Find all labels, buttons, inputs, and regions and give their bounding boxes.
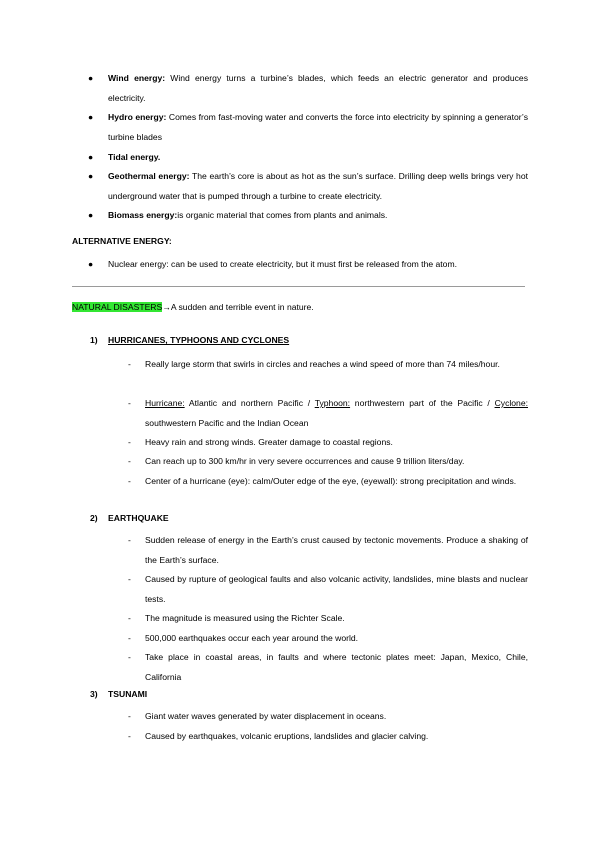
list-item-biomass <box>108 206 528 226</box>
hurricane-item-4: Can reach up to 300 km/hr in very severe occurrences and cause 9 trillion liters/day. <box>145 456 465 466</box>
earthquake-item-1: Sudden release of energy in the Earth’s crust caused by tectonic movements. Produce a shaking of the Earth’s surface. <box>145 535 528 565</box>
term-wind: Wind energy: <box>108 73 166 83</box>
list-item-tidal <box>108 148 528 168</box>
dash-icon: - <box>128 652 131 662</box>
list-item-geothermal <box>108 167 528 206</box>
term-hydro: Hydro energy: <box>108 112 167 122</box>
dash-icon: - <box>128 731 131 741</box>
dash-icon: - <box>128 359 131 369</box>
bullet-icon: ● <box>88 171 94 181</box>
hurricane-item-2 <box>145 394 528 433</box>
dash-icon: - <box>128 456 131 466</box>
hurricane-item-5: Center of a hurricane (eye): calm/Outer edge of the eye, (eyewall): strong precipitation and winds. <box>145 476 517 486</box>
typhoon-text: northwestern part of the Pacific / <box>350 398 495 408</box>
earthquake-item-3: The magnitude is measured using the Richter Scale. <box>145 613 345 623</box>
arrow-icon: → <box>162 302 171 312</box>
term-biomass: Biomass energy: <box>108 210 178 220</box>
tsunami-item-2: Caused by earthquakes, volcanic eruptions, landslides and glacier calving. <box>145 731 429 741</box>
dash-icon: - <box>128 398 131 408</box>
dash-icon: - <box>128 633 131 643</box>
dash-icon: - <box>128 476 131 486</box>
earthquake-item-2: Caused by rupture of geological faults and also volcanic activity, landslides, mine blasts and nuclear tests. <box>145 574 528 604</box>
list-item-wind <box>108 69 528 108</box>
dash-icon: - <box>128 437 131 447</box>
cyclone-text: southwestern Pacific and the Indian Ocean <box>145 417 309 428</box>
section-number: 2) <box>90 513 98 523</box>
bullet-icon: ● <box>88 112 94 122</box>
section-number: 1) <box>90 335 98 345</box>
list-item-hydro <box>108 108 528 147</box>
typhoon-label: Typhoon: <box>314 398 351 408</box>
hurricane-item-1: Really large storm that swirls in circles and reaches a wind speed of more than 74 miles/hour. <box>145 359 500 369</box>
section-number: 3) <box>90 689 98 699</box>
hurricane-label: Hurricane: <box>145 398 185 408</box>
bullet-icon: ● <box>88 210 94 220</box>
dash-icon: - <box>128 535 131 545</box>
alternative-energy-heading: ALTERNATIVE ENERGY: <box>72 236 172 246</box>
text-biomass: is organic material that comes from plants and animals. <box>177 210 388 220</box>
bullet-icon: ● <box>88 73 94 83</box>
hurricane-item-3: Heavy rain and strong winds. Greater damage to coastal regions. <box>145 437 393 447</box>
horizontal-rule <box>72 286 525 287</box>
dash-icon: - <box>128 613 131 623</box>
term-tidal: Tidal energy. <box>108 152 161 162</box>
bullet-icon: ● <box>88 259 94 269</box>
cyclone-label: Cyclone: <box>494 398 528 408</box>
text-geothermal: The earth’s core is about as hot as the sun’s surface. Drilling deep wells brings very hot underground water that is pumped through a turbine to create electricity. <box>108 171 529 201</box>
earthquake-item-4: 500,000 earthquakes occur each year around the world. <box>145 633 359 643</box>
bullet-icon: ● <box>88 152 94 162</box>
section-title-hurricanes: HURRICANES, TYPHOONS AND CYCLONES <box>108 335 290 345</box>
list-item-nuclear: Nuclear energy: can be used to create electricity, but it must first be released from the atom. <box>108 259 458 269</box>
hurricane-text: Atlantic and northern Pacific / <box>184 398 315 408</box>
earthquake-item-5: Take place in coastal areas, in faults and where tectonic plates meet: Japan, Mexico, Chile, California <box>145 652 528 682</box>
text-hydro: Comes from fast-moving water and converts the force into electricity by spinning a generator’s turbine blades <box>108 112 528 142</box>
natural-disasters-highlight: NATURAL DISASTERS <box>72 302 163 312</box>
natural-disasters-line <box>72 302 314 312</box>
section-title-earthquake: EARTHQUAKE <box>108 513 169 523</box>
tsunami-item-1: Giant water waves generated by water displacement in oceans. <box>145 711 387 721</box>
section-title-tsunami: TSUNAMI <box>108 689 148 699</box>
dash-icon: - <box>128 574 131 584</box>
term-geothermal: Geothermal energy: <box>108 171 190 181</box>
dash-icon: - <box>128 711 131 721</box>
natural-disasters-definition: A sudden and terrible event in nature. <box>170 302 314 312</box>
text-wind: Wind energy turns a turbine’s blades, which feeds an electric generator and produces electricity. <box>108 73 528 103</box>
